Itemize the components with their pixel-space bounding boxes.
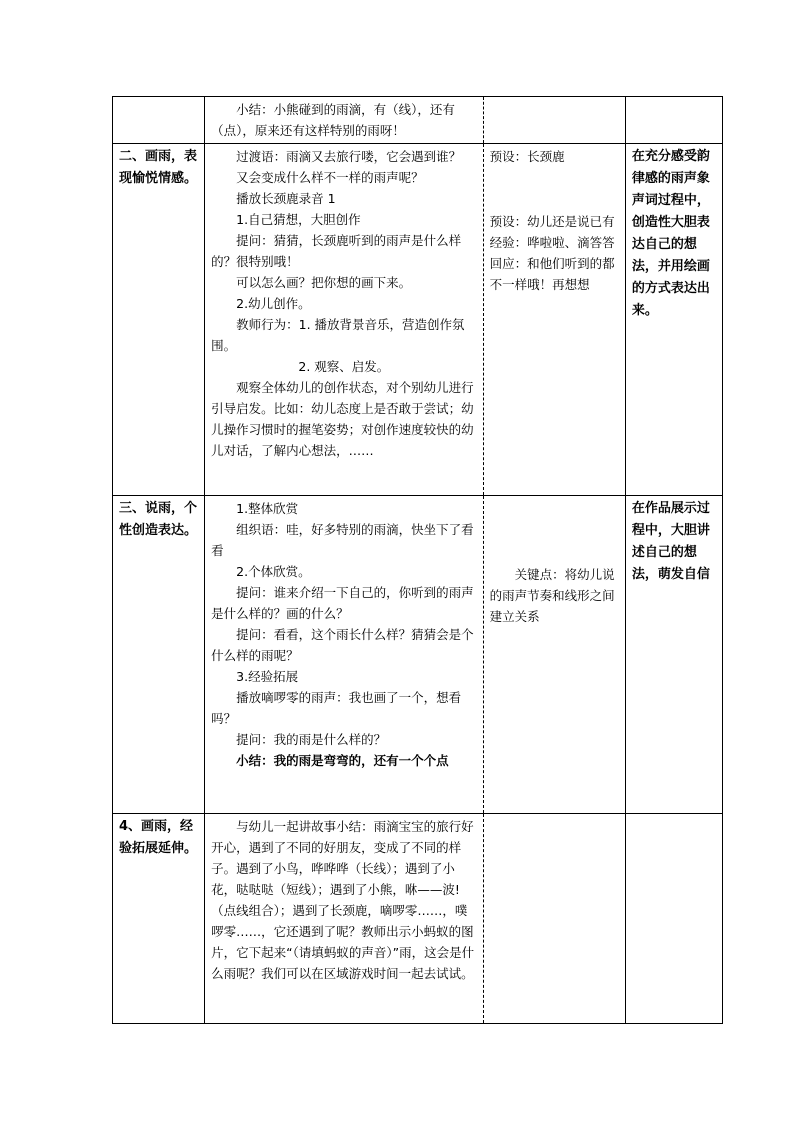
lesson-plan-table (112, 96, 723, 1024)
process-line: 播放嘀啰零的雨声：我也画了一个，想看吗？ (211, 690, 462, 726)
stage-cell: 三、说雨，个性创造表达。 (113, 496, 205, 814)
process-line: 可以怎么画？把你想的画下来。 (236, 275, 412, 290)
spacer (490, 189, 619, 211)
process-line: 2.个体欣赏。 (236, 564, 311, 579)
summary-line: 小结：我的雨是弯弯的，还有一个个点 (236, 753, 449, 768)
notes-cell (483, 496, 625, 814)
goal-cell (625, 814, 722, 1024)
stage-cell: 4、画雨，经验拓展延伸。 (113, 814, 205, 1024)
table-row (113, 496, 723, 814)
stage-cell (113, 97, 205, 144)
process-line: 与幼儿一起讲故事小结：雨滴宝宝的旅行好开心，遇到了不同的好朋友，变成了不同的样子。遇到了小鸟，哗哗哗（长线）；遇到了小花，哒哒哒（短线）；遇到了小熊，咻——波!（点线组合）；遇到了长颈鹿，嘀啰零……，噗啰零……，它还遇到了呢？教师出示小蚂蚁的图片，它下起来“（请填蚂蚁的声音）”雨，这会是什么雨呢？我们可以在区域游戏时间一起去试试。 (211, 819, 475, 981)
process-line: 观察全体幼儿的创作状态，对个别幼儿进行引导启发。比如：幼儿态度上是否敢于尝试；幼儿操作习惯时的握笔姿势；对创作速度较快的幼儿对话，了解内心想法，…… (211, 380, 474, 458)
process-cell (205, 144, 483, 496)
goal-cell (625, 97, 722, 144)
goal-cell: 在充分感受韵律感的雨声象声词过程中，创造性大胆表达自己的想法，并用绘画的方式表达出来。 (625, 144, 722, 496)
process-line: 组织语：哇，好多特别的雨滴，快坐下了看看 (211, 522, 474, 558)
table-row (113, 144, 723, 496)
process-line: 播放长颈鹿录音 1 (236, 191, 336, 206)
spacer (490, 520, 619, 542)
process-cell (205, 496, 483, 814)
process-line: 又会变成什么样不一样的雨声呢？ (236, 170, 424, 185)
process-line: 提问：看看，这个雨长什么样？猜猜会是个什么样的雨呢？ (211, 627, 474, 663)
note-line: 预设：幼儿还是说已有经验：哗啦啦、滴答答 (489, 214, 615, 250)
process-line: 过渡语：雨滴又去旅行喽，它会遇到谁？ (236, 149, 462, 164)
process-line: 1.自己猜想，大胆创作 (236, 212, 361, 227)
note-line: 预设：长颈鹿 (489, 149, 565, 164)
process-cell (205, 814, 483, 1024)
table-row (113, 814, 723, 1024)
process-line: 提问：猜猜，长颈鹿听到的雨声是什么样的？很特别哦！ (211, 233, 462, 269)
process-line: 3.经验拓展 (236, 669, 299, 684)
process-line: 教师行为：1. 播放背景音乐，营造创作氛围。 (211, 317, 465, 353)
process-line: 2.幼儿创作。 (236, 296, 311, 311)
process-line: 提问：谁来介绍一下自己的，你听到的雨声是什么样的？画的什么？ (211, 585, 474, 621)
process-line: 2. 观察、启发。 (298, 359, 390, 374)
spacer (490, 167, 619, 189)
process-line: 小结：小熊碰到的雨滴，有（线），还有（点），原来还有这样特别的雨呀！ (211, 102, 455, 138)
spacer (490, 498, 619, 520)
notes-cell (483, 144, 625, 496)
process-cell (205, 97, 483, 144)
process-line: 提问：我的雨是什么样的？ (236, 732, 387, 747)
process-line: 1.整体欣赏 (236, 501, 299, 516)
goal-cell: 在作品展示过程中，大胆讲述自己的想法，萌发自信 (625, 496, 722, 814)
notes-cell (483, 814, 625, 1024)
table-row (113, 97, 723, 144)
notes-cell (483, 97, 625, 144)
note-line: 关键点：将幼儿说的雨声节奏和线形之间建立关系 (489, 567, 615, 624)
spacer (490, 542, 619, 564)
note-line: 回应：和他们听到的都不一样哦！再想想 (489, 256, 615, 292)
stage-cell: 二、画雨，表现愉悦情感。 (113, 144, 205, 496)
